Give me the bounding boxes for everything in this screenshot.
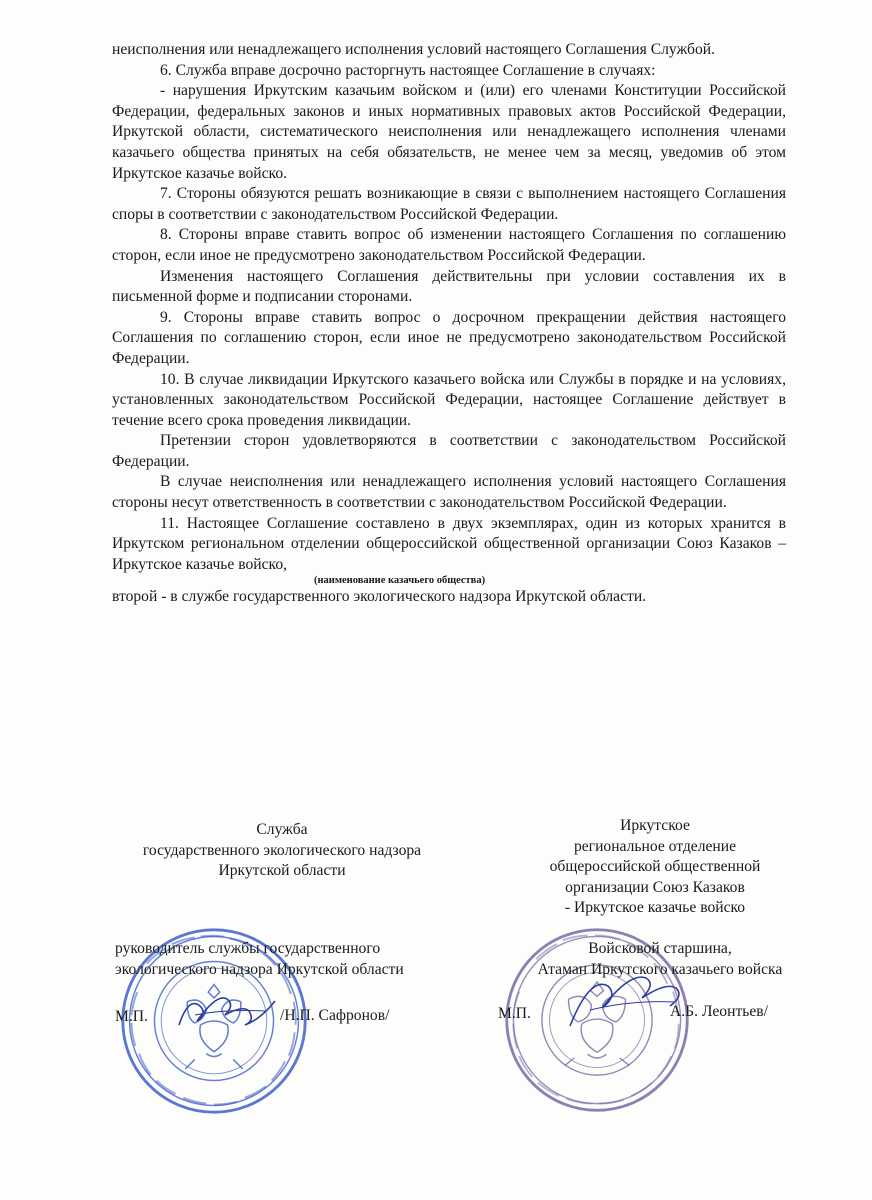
right-seal-place-label: М.П. (498, 1005, 531, 1022)
agreement-body (112, 40, 786, 608)
society-name-caption: (наименование казачьего общества) (314, 575, 486, 587)
right-org-line: - Иркутское казачье войско (564, 899, 746, 917)
left-signature (175, 985, 285, 1035)
right-party-org (490, 816, 820, 919)
left-seal-place-label: М.П. (115, 1008, 148, 1025)
paragraph-9: 9. Стороны вправе ставить вопрос о досрочном прекращении действия настоящего Соглашения по соглашению сторон, если иное не предусмотрено законодательством Российской Федерации. (112, 308, 786, 367)
left-org-line: Служба (256, 821, 308, 838)
right-org-line: организации Союз Казаков (565, 878, 745, 896)
paragraph-10: 10. В случае ликвидации Иркутского казачьего войска или Службы в порядке и на условиях, установленных законодательством Российской Федерации, настоящее Соглашение действует в течение всего срока проведения ликвидации. (112, 370, 786, 429)
paragraph-10-claims: Претензии сторон удовлетворяются в соответствии с законодательством Российской Федерации. (112, 432, 786, 470)
paragraph-11: 11. Настоящее Соглашение составлено в двух экземплярах, один из которых хранится в Иркутском региональном отделении общероссийской общественной организации Союз Казаков – Иркутское казачье войско, (112, 514, 786, 573)
paragraph-6-item: - нарушения Иркутским казачьим войском и (или) его членами Конституции Российской Федерации, федеральных законов и иных нормативных правовых актов Российской Федерации, Иркутской области, систематического неисполнения или ненадлежащего исполнения членами казачьего общества принятых на себя обязательств, не менее чем за месяц, уведомив об этом Иркутское казачье войско. (112, 82, 786, 182)
left-signatory-name: /Н.П. Сафронов/ (280, 1007, 390, 1024)
right-position-line: Атаман Иркутского казачьего войска (537, 961, 783, 978)
right-position-line: Войсковой старшина, (588, 940, 732, 957)
right-org-line: Иркутское (620, 817, 690, 834)
paragraph-6: 6. Служба вправе досрочно расторгнуть настоящее Соглашение в случаях: (160, 61, 656, 79)
paragraph-10-liability: В случае неисполнения или ненадлежащего исполнения условий настоящего Соглашения стороны несут ответственность в соответствии с законодательством Российской Федерации. (112, 473, 786, 512)
right-signatory-name: А.Б. Леонтьев/ (670, 1003, 768, 1020)
left-position-line: руководитель службы государственного (115, 940, 381, 957)
left-org-line: Иркутской области (218, 862, 346, 880)
right-org-line: региональное отделение (573, 837, 737, 855)
paragraph-continuation: неисполнения или ненадлежащего исполнения условий настоящего Соглашения Службой. (112, 41, 716, 58)
right-org-line: общероссийской общественной (549, 858, 761, 876)
left-position-line: экологического надзора Иркутской области (115, 961, 404, 978)
left-org-line: государственного экологического надзора (142, 841, 422, 859)
right-signatory-position (495, 938, 825, 980)
left-signatory-position (115, 938, 455, 980)
paragraph-8-changes: Изменения настоящего Соглашения действительны при условии составления их в письменной форме и подписании сторонами. (112, 267, 786, 306)
paragraph-7: 7. Стороны обязуются решать возникающие в связи с выполнением настоящего Соглашения споры в соответствии с законодательством Российской Федерации. (112, 185, 786, 223)
paragraph-8: 8. Стороны вправе ставить вопрос об изменении настоящего Соглашения по соглашению сторон, если иное не предусмотрено законодательством Российской Федерации. (112, 226, 786, 264)
paragraph-11-second-copy: второй - в службе государственного экологического надзора Иркутской области. (112, 588, 647, 606)
left-party-org (112, 820, 452, 882)
